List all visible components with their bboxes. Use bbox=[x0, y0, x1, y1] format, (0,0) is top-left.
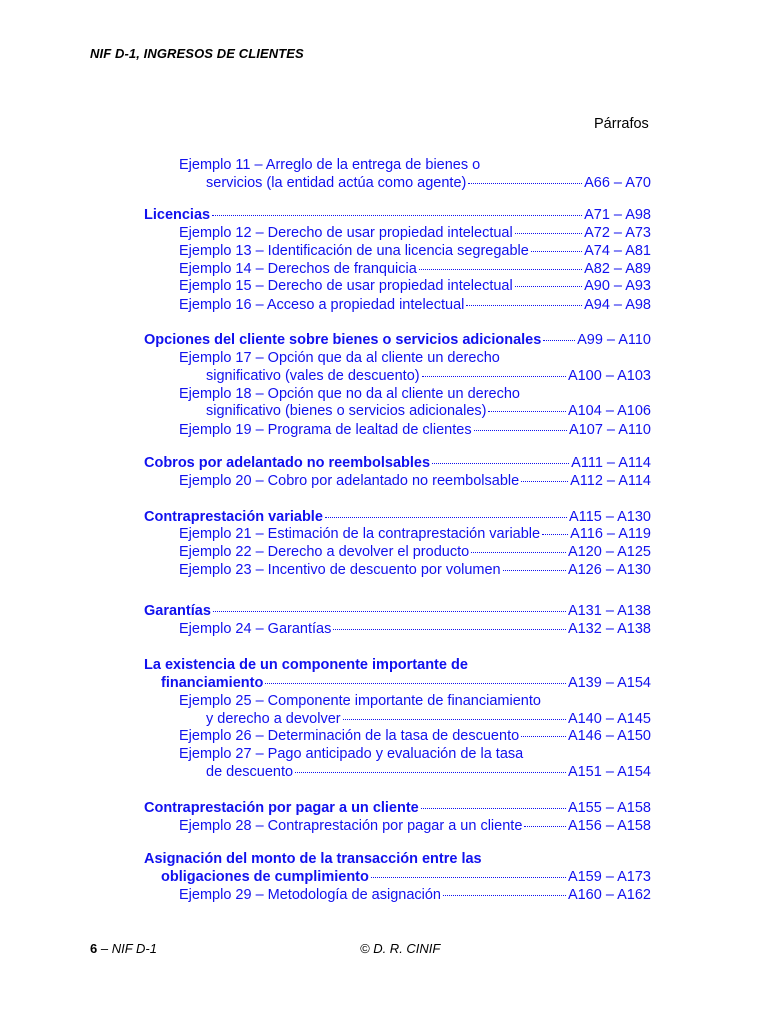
toc-entry-ejemplo-11[interactable] bbox=[179, 157, 679, 175]
toc-entry-ejemplo-28[interactable] bbox=[179, 818, 651, 836]
toc-section-contraprestacion-pagar[interactable] bbox=[144, 800, 651, 818]
toc-entry-label: significativo (bienes o servicios adicionales) bbox=[206, 403, 487, 419]
toc-entry-ref: A72 – A73 bbox=[584, 225, 651, 241]
toc-entry-label: Ejemplo 20 – Cobro por adelantado no reembolsable bbox=[179, 473, 520, 489]
dot-leader bbox=[542, 534, 568, 535]
toc-entry-label: obligaciones de cumplimiento bbox=[161, 869, 369, 885]
toc-section-contraprestacion-variable[interactable] bbox=[144, 509, 651, 527]
toc-entry-ref: A146 – A150 bbox=[567, 728, 651, 744]
toc-entry-label: Ejemplo 12 – Derecho de usar propiedad intelectual bbox=[179, 225, 513, 241]
toc-entry-label: Ejemplo 25 – Componente importante de financiamiento bbox=[179, 693, 541, 709]
toc-entry-ref: A82 – A89 bbox=[584, 261, 651, 277]
toc-entry-ejemplo-22[interactable] bbox=[179, 544, 651, 562]
toc-entry-label: servicios (la entidad actúa como agente) bbox=[206, 175, 467, 191]
toc-entry-ref: A107 – A110 bbox=[569, 422, 651, 438]
toc-entry-ejemplo-29[interactable] bbox=[179, 887, 651, 905]
dot-leader bbox=[515, 233, 582, 234]
dot-leader bbox=[422, 376, 566, 377]
toc-entry-label: Ejemplo 19 – Programa de lealtad de clientes bbox=[179, 422, 472, 438]
toc-entry-ejemplo-15[interactable] bbox=[179, 278, 651, 296]
toc-entry-label: Ejemplo 21 – Estimación de la contraprestación variable bbox=[179, 526, 541, 542]
toc-entry-ref: A140 – A145 bbox=[567, 711, 651, 727]
dot-leader bbox=[213, 611, 566, 612]
toc-entry-label: de descuento bbox=[206, 764, 294, 780]
dot-leader bbox=[325, 517, 567, 518]
toc-entry-label: La existencia de un componente importante de bbox=[144, 657, 468, 673]
toc-entry-ref: A112 – A114 bbox=[570, 473, 651, 489]
toc-section-financiamiento[interactable] bbox=[144, 657, 664, 675]
toc-entry-ejemplo-17-cont[interactable] bbox=[206, 368, 651, 386]
dot-leader bbox=[474, 430, 567, 431]
toc-entry-label: Ejemplo 17 – Opción que da al cliente un derecho bbox=[179, 350, 500, 366]
dot-leader bbox=[466, 305, 582, 306]
toc-entry-ref: A139 – A154 bbox=[567, 675, 651, 691]
dot-leader bbox=[543, 340, 575, 341]
dot-leader bbox=[419, 269, 582, 270]
dot-leader bbox=[515, 286, 582, 287]
toc-entry-label: Contraprestación por pagar a un cliente bbox=[144, 800, 419, 816]
toc-entry-ejemplo-13[interactable] bbox=[179, 243, 651, 261]
toc-entry-ejemplo-14[interactable] bbox=[179, 261, 651, 279]
toc-section-cobros[interactable] bbox=[144, 455, 651, 473]
toc-entry-ref: A120 – A125 bbox=[567, 544, 651, 560]
dot-leader bbox=[371, 877, 566, 878]
toc-entry-ref: A116 – A119 bbox=[570, 526, 651, 542]
toc-entry-label: Ejemplo 27 – Pago anticipado y evaluación de la tasa bbox=[179, 746, 524, 762]
toc-entry-label: Cobros por adelantado no reembolsables bbox=[144, 455, 431, 471]
dot-leader bbox=[471, 552, 566, 553]
dot-leader bbox=[524, 826, 566, 827]
toc-entry-ejemplo-18[interactable] bbox=[179, 386, 659, 404]
toc-entry-ejemplo-27-cont[interactable] bbox=[206, 764, 651, 782]
toc-section-asignacion-cont[interactable] bbox=[161, 869, 651, 887]
dot-leader bbox=[212, 215, 582, 216]
toc-entry-ejemplo-21[interactable] bbox=[179, 526, 651, 544]
toc-entry-ref: A131 – A138 bbox=[567, 603, 651, 619]
toc-entry-ref: A71 – A98 bbox=[584, 207, 651, 223]
toc-entry-label: Asignación del monto de la transacción entre las bbox=[144, 851, 482, 867]
dot-leader bbox=[421, 808, 566, 809]
toc-entry-ejemplo-19[interactable] bbox=[179, 422, 651, 440]
page-footer-label: – NIF D-1 bbox=[97, 941, 157, 956]
toc-entry-label: Opciones del cliente sobre bienes o servicios adicionales bbox=[144, 332, 542, 348]
toc-entry-ref: A132 – A138 bbox=[567, 621, 651, 637]
dot-leader bbox=[295, 772, 566, 773]
running-header: NIF D-1, INGRESOS DE CLIENTES bbox=[90, 46, 304, 61]
dot-leader bbox=[488, 411, 565, 412]
toc-section-asignacion[interactable] bbox=[144, 851, 664, 869]
toc-entry-ref: A74 – A81 bbox=[584, 243, 651, 259]
dot-leader bbox=[333, 629, 566, 630]
toc-entry-ejemplo-25[interactable] bbox=[179, 693, 659, 711]
toc-entry-ejemplo-26[interactable] bbox=[179, 728, 651, 746]
toc-section-opciones[interactable] bbox=[144, 332, 651, 350]
toc-section-financiamiento-cont[interactable] bbox=[161, 675, 651, 693]
toc-entry-ref: A151 – A154 bbox=[567, 764, 651, 780]
toc-entry-label: Ejemplo 26 – Determinación de la tasa de descuento bbox=[179, 728, 520, 744]
page-footer-number bbox=[90, 941, 157, 956]
dot-leader bbox=[343, 719, 566, 720]
toc-entry-ref: A104 – A106 bbox=[567, 403, 651, 419]
toc-entry-label: Ejemplo 22 – Derecho a devolver el producto bbox=[179, 544, 470, 560]
toc-entry-label: financiamiento bbox=[161, 675, 264, 691]
toc-entry-ref: A115 – A130 bbox=[569, 509, 651, 525]
toc-entry-label: Ejemplo 18 – Opción que no da al cliente un derecho bbox=[179, 386, 520, 402]
toc-entry-ref: A160 – A162 bbox=[567, 887, 651, 903]
toc-entry-label: Ejemplo 23 – Incentivo de descuento por volumen bbox=[179, 562, 501, 578]
toc-entry-label: y derecho a devolver bbox=[206, 711, 341, 727]
toc-entry-label: significativo (vales de descuento) bbox=[206, 368, 420, 384]
toc-entry-ejemplo-27[interactable] bbox=[179, 746, 659, 764]
toc-entry-label: Ejemplo 16 – Acceso a propiedad intelectual bbox=[179, 297, 465, 313]
dot-leader bbox=[265, 683, 566, 684]
dot-leader bbox=[531, 251, 582, 252]
toc-entry-ejemplo-23[interactable] bbox=[179, 562, 651, 580]
toc-entry-ejemplo-17[interactable] bbox=[179, 350, 659, 368]
toc-entry-ref: A156 – A158 bbox=[567, 818, 651, 834]
toc-entry-ref: A126 – A130 bbox=[567, 562, 651, 578]
dot-leader bbox=[443, 895, 566, 896]
toc-entry-ejemplo-25-cont[interactable] bbox=[206, 711, 651, 729]
dot-leader bbox=[521, 736, 566, 737]
toc-entry-label: Contraprestación variable bbox=[144, 509, 323, 525]
toc-entry-ref: A100 – A103 bbox=[567, 368, 651, 384]
dot-leader bbox=[521, 481, 568, 482]
toc-entry-ref: A94 – A98 bbox=[584, 297, 651, 313]
toc-entry-ref: A66 – A70 bbox=[584, 175, 651, 191]
toc-entry-label: Ejemplo 29 – Metodología de asignación bbox=[179, 887, 441, 903]
toc-entry-ejemplo-12[interactable] bbox=[179, 225, 651, 243]
toc-entry-label: Ejemplo 15 – Derecho de usar propiedad intelectual bbox=[179, 278, 513, 294]
column-heading-parrafos: Párrafos bbox=[594, 116, 649, 132]
toc-entry-ref: A90 – A93 bbox=[584, 278, 651, 294]
toc-entry-label: Ejemplo 14 – Derechos de franquicia bbox=[179, 261, 417, 277]
toc-entry-ref: A111 – A114 bbox=[571, 455, 651, 471]
toc-entry-ref: A155 – A158 bbox=[567, 800, 651, 816]
toc-entry-label: Ejemplo 13 – Identificación de una licencia segregable bbox=[179, 243, 529, 259]
toc-entry-label: Garantías bbox=[144, 603, 211, 619]
toc-entry-ejemplo-18-cont[interactable] bbox=[206, 403, 651, 421]
toc-entry-label: Ejemplo 11 – Arreglo de la entrega de bienes o bbox=[179, 157, 481, 173]
page-footer-copyright: © D. R. CINIF bbox=[360, 941, 441, 956]
toc-entry-ejemplo-24[interactable] bbox=[179, 621, 651, 639]
toc-section-garantias[interactable] bbox=[144, 603, 651, 621]
dot-leader bbox=[503, 570, 566, 571]
dot-leader bbox=[432, 463, 569, 464]
toc-entry-ejemplo-11-cont[interactable] bbox=[206, 175, 651, 193]
page-number: 6 bbox=[90, 941, 98, 956]
toc-entry-ref: A99 – A110 bbox=[577, 332, 651, 348]
toc-entry-label: Ejemplo 28 – Contraprestación por pagar a un cliente bbox=[179, 818, 523, 834]
dot-leader bbox=[468, 183, 582, 184]
toc-entry-label: Licencias bbox=[144, 207, 211, 223]
toc-entry-ejemplo-20[interactable] bbox=[179, 473, 651, 491]
toc-entry-label: Ejemplo 24 – Garantías bbox=[179, 621, 332, 637]
toc-entry-ref: A159 – A173 bbox=[567, 869, 651, 885]
toc-section-licencias[interactable] bbox=[144, 207, 651, 225]
toc-entry-ejemplo-16[interactable] bbox=[179, 297, 651, 315]
